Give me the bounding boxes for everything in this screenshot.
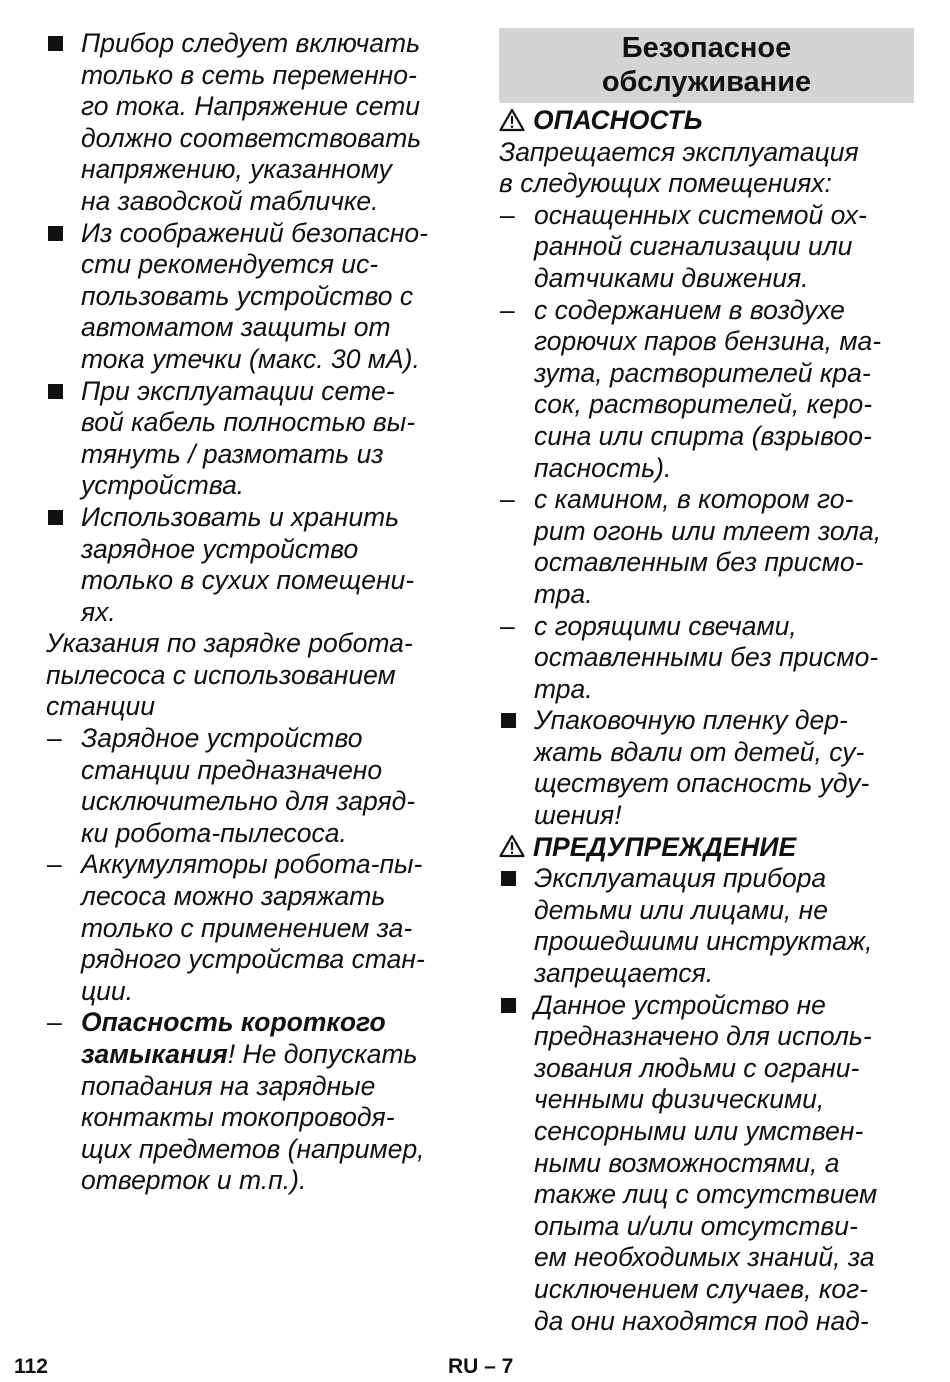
dash-marker: – xyxy=(500,610,515,641)
list-item-line: оставленным без присмо- xyxy=(534,547,864,578)
list-item-line: только в сеть переменно- xyxy=(81,59,417,90)
list-item-line: исключением случаев, ког- xyxy=(534,1273,868,1304)
left-column xyxy=(46,28,466,1197)
list-item-line: только с применением за- xyxy=(81,912,413,943)
warning-triangle-icon xyxy=(499,834,525,858)
list-item xyxy=(46,723,466,849)
list-item-line: ции. xyxy=(81,975,133,1006)
list-item-line: автоматом защиты от xyxy=(81,312,391,343)
list-item-line: тра. xyxy=(534,673,593,704)
short-circuit-text: ! Не допускать xyxy=(227,1039,418,1069)
list-item-line: пользовать устройство с xyxy=(81,280,414,311)
list-item-line: исключительно для заряд- xyxy=(81,786,416,817)
charging-instructions-heading xyxy=(46,628,466,723)
list-item xyxy=(46,502,466,628)
list-item xyxy=(46,376,466,502)
list-item xyxy=(46,28,466,218)
square-bullet-icon xyxy=(48,226,63,241)
list-item-line: зута, растворителей кра- xyxy=(534,357,871,388)
list-item-line: детьми или лицами, не xyxy=(534,894,828,925)
danger-label: ОПАСНОСТЬ xyxy=(533,105,703,135)
bullet-list-danger xyxy=(499,705,914,831)
list-item-line: станции предназначено xyxy=(81,754,383,785)
list-item-line: оставленными без присмо- xyxy=(534,642,879,673)
list-item-line: тока утечки (макс. 30 мА). xyxy=(81,343,420,374)
square-bullet-icon xyxy=(48,510,63,525)
section-title-box xyxy=(499,28,914,103)
square-bullet-icon xyxy=(48,36,63,51)
list-item-line: горючих паров бензина, ма- xyxy=(534,326,882,357)
list-item-short-circuit xyxy=(46,1007,466,1197)
list-item-line: ем необходимых знаний, за xyxy=(534,1242,875,1273)
list-item-line: запрещается. xyxy=(534,958,714,989)
list-item xyxy=(46,218,466,376)
list-item xyxy=(499,863,914,989)
list-item-line: Аккумуляторы робота-пы- xyxy=(81,849,423,880)
dash-marker: – xyxy=(47,1007,62,1038)
short-circuit-line: отверток и т.п.). xyxy=(81,1165,307,1196)
list-item-line: Из соображений безопасно- xyxy=(81,217,428,248)
list-item-line: При эксплуатации сете- xyxy=(81,375,395,406)
list-item-line: Эксплуатация прибора xyxy=(534,863,827,894)
list-item-line: с содержанием в воздухе xyxy=(534,294,845,325)
list-item-line: Зарядное устройство xyxy=(81,723,363,754)
list-item-line: сина или спирта (взрывоо- xyxy=(534,420,872,451)
square-bullet-icon xyxy=(48,384,63,399)
square-bullet-icon xyxy=(501,998,516,1013)
charging-heading-line: пылесоса с использованием xyxy=(46,659,396,690)
list-item-line: ществует опасность уду- xyxy=(534,768,870,799)
danger-intro xyxy=(499,137,914,200)
short-circuit-line: щих предметов (например, xyxy=(81,1133,425,1164)
list-item-line: сенсорными или умствен- xyxy=(534,1116,864,1146)
list-item xyxy=(499,611,914,706)
right-column xyxy=(499,28,914,1337)
list-item-line: Прибор следует включать xyxy=(81,28,421,58)
list-item-line: рит огонь или тлеет зола, xyxy=(534,515,882,546)
list-item-line: лесоса можно заряжать xyxy=(81,881,386,912)
charging-heading-line: станции xyxy=(46,691,155,722)
charging-heading-line: Указания по зарядке робота- xyxy=(46,628,413,659)
list-item-line: только в сухих помещени- xyxy=(81,565,415,596)
short-circuit-line: контакты токопроводя- xyxy=(81,1102,395,1133)
list-item-line: предназначено для исполь- xyxy=(534,1021,872,1052)
list-item-line: должно соответствовать xyxy=(81,122,422,153)
list-item-line: датчиками движения. xyxy=(534,262,809,293)
list-item-line: пасность). xyxy=(534,452,672,483)
page-code: RU – 7 xyxy=(448,1355,514,1378)
list-item-line: прошедшими инструктаж, xyxy=(534,926,873,957)
list-item-line: да они находятся под над- xyxy=(534,1305,869,1336)
list-item xyxy=(499,705,914,831)
list-item-line: вой кабель полностью вы- xyxy=(81,407,416,438)
list-item-line: сок, растворителей, керо- xyxy=(534,389,873,420)
short-circuit-bold-1: Опасность короткого xyxy=(81,1007,386,1038)
list-item-line: жать вдали от детей, су- xyxy=(534,736,865,767)
list-item-line: устройства. xyxy=(81,470,245,501)
bullet-list-warning xyxy=(499,863,914,1337)
dash-marker: – xyxy=(47,849,62,880)
list-item-line: также лиц с отсутствием xyxy=(534,1179,878,1210)
list-item-line: на заводской табличке. xyxy=(81,185,379,216)
list-item-line: тра. xyxy=(534,578,593,609)
list-item-line: с камином, в котором го- xyxy=(534,484,854,515)
warning-label: ПРЕДУПРЕЖДЕНИЕ xyxy=(533,831,797,862)
list-item-line: ченными физическими, xyxy=(534,1084,825,1115)
warning-heading xyxy=(499,832,914,864)
dash-marker: – xyxy=(47,723,62,754)
list-item-line: зарядное устройство xyxy=(81,533,359,564)
list-item-line: рядного устройства стан- xyxy=(81,944,425,975)
dash-marker: – xyxy=(500,199,515,230)
danger-intro-line: в следующих помещениях: xyxy=(499,168,832,199)
list-item-line: сти рекомендуется ис- xyxy=(81,249,379,280)
bullet-list-general xyxy=(46,28,466,628)
list-item-line: ки робота-пылесоса. xyxy=(81,817,347,848)
short-circuit-bold-2: замыкания xyxy=(81,1039,228,1069)
list-item xyxy=(499,484,914,610)
list-item xyxy=(499,200,914,295)
list-item-line: зования людьми с ограни- xyxy=(534,1052,860,1083)
dash-marker: – xyxy=(500,484,515,515)
list-item-line: Данное устройство не xyxy=(534,989,826,1020)
dash-marker: – xyxy=(500,294,515,325)
warning-triangle-icon xyxy=(499,108,525,132)
list-item-line: ными возможностями, а xyxy=(534,1147,840,1178)
list-item-line: с горящими свечами, xyxy=(534,610,797,641)
dash-list-forbidden-rooms xyxy=(499,200,914,706)
page-number: 112 xyxy=(14,1355,48,1378)
list-item-line: ранной сигнализации или xyxy=(534,231,853,262)
section-title-line-1: Безопасное xyxy=(621,32,792,64)
list-item-line: Использовать и хранить xyxy=(81,501,400,532)
list-item-line: оснащенных системой ох- xyxy=(534,199,867,230)
danger-heading xyxy=(499,105,914,137)
list-item xyxy=(499,295,914,485)
list-item-line: тянуть / размотать из xyxy=(81,438,384,469)
list-item xyxy=(46,849,466,1007)
short-circuit-line: попадания на зарядные xyxy=(81,1070,376,1101)
list-item-line: го тока. Напряжение сети xyxy=(81,91,421,122)
list-item-line: ях. xyxy=(81,596,116,627)
list-item-line: шения! xyxy=(534,800,622,831)
list-item xyxy=(499,990,914,1338)
square-bullet-icon xyxy=(501,713,516,728)
list-item-line: опыта и/или отсутстви- xyxy=(534,1210,858,1241)
list-item-line: напряжению, указанному xyxy=(81,154,392,185)
danger-intro-line: Запрещается эксплуатация xyxy=(499,136,859,167)
list-item-line: Упаковочную пленку дер- xyxy=(534,705,848,736)
section-title-line-2: обслуживание xyxy=(601,66,812,98)
dash-list-charging xyxy=(46,723,466,1007)
square-bullet-icon xyxy=(501,871,516,886)
